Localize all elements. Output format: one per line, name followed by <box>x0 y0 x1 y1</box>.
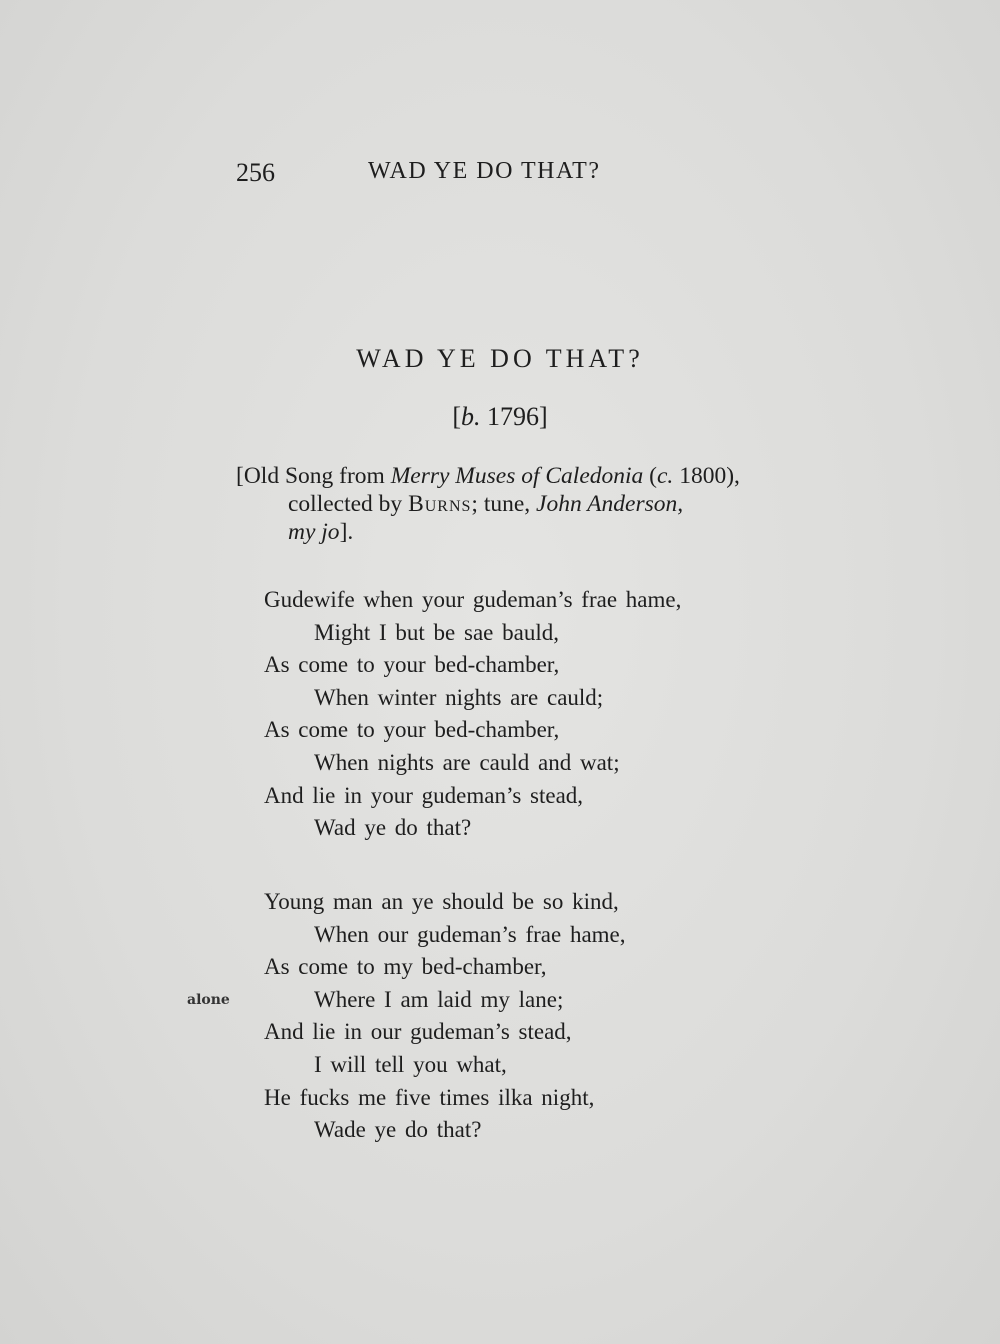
date-born-abbrev: b. <box>461 402 481 431</box>
verse-line: Young man an ye should be so kind, <box>264 889 619 914</box>
note-text: ]. <box>339 519 354 545</box>
verse-line: I will tell you what, <box>314 1051 507 1077</box>
verse-line: Where I am laid my lane; <box>314 986 564 1012</box>
verse-line: When our gudeman’s frae hame, <box>314 921 626 947</box>
verse-line: And lie in our gudeman’s stead, <box>264 1019 572 1045</box>
verse-line: Wad ye do that? <box>314 815 472 841</box>
verse-line: When winter nights are cauld; <box>314 684 604 710</box>
stanza-2 <box>264 886 784 1147</box>
stanza-1 <box>264 584 784 845</box>
poem-title-text: WAD YE DO THAT? <box>356 344 644 373</box>
note-text: 1800), <box>673 463 740 489</box>
note-book-title: Merry Muses of Caledonia <box>390 463 644 489</box>
date-line <box>0 402 1000 432</box>
note-circa: c. <box>657 463 674 489</box>
editorial-note <box>236 462 776 546</box>
note-text: [Old Song from <box>236 463 391 489</box>
verse-line: When nights are cauld and wat; <box>314 749 620 775</box>
verse-line: Wade ye do that? <box>314 1117 482 1143</box>
note-text: ( <box>643 463 657 489</box>
page-number: 256 <box>236 158 275 187</box>
poem-title <box>0 344 1000 374</box>
note-tune-name-cont: my jo <box>288 519 340 545</box>
note-line-1 <box>236 462 776 490</box>
running-head <box>236 158 656 194</box>
note-line-2 <box>236 490 776 518</box>
margin-gloss: alone <box>187 992 230 1008</box>
verse-line: As come to your bed-chamber, <box>264 717 560 743</box>
note-author: Burns <box>408 491 472 517</box>
note-text: collected by <box>288 491 409 517</box>
note-tune-name: John Anderson, <box>536 491 684 517</box>
verse-line: He fucks me five times ilka night, <box>264 1084 595 1110</box>
date-text <box>452 402 547 431</box>
verse-line: And lie in your gudeman’s stead, <box>264 782 584 808</box>
verse-line: Gudewife when your gudeman’s frae hame, <box>264 587 682 612</box>
verse-line: As come to my bed-chamber, <box>264 954 547 980</box>
verse-line: Might I but be sae bauld, <box>314 619 559 645</box>
verse-line: As come to your bed-chamber, <box>264 652 560 678</box>
note-line-3 <box>236 518 776 546</box>
running-title: WAD YE DO THAT? <box>368 158 601 184</box>
date-open-bracket: [ <box>452 402 461 431</box>
date-year: 1796] <box>480 402 548 431</box>
note-text: ; tune, <box>471 491 537 517</box>
